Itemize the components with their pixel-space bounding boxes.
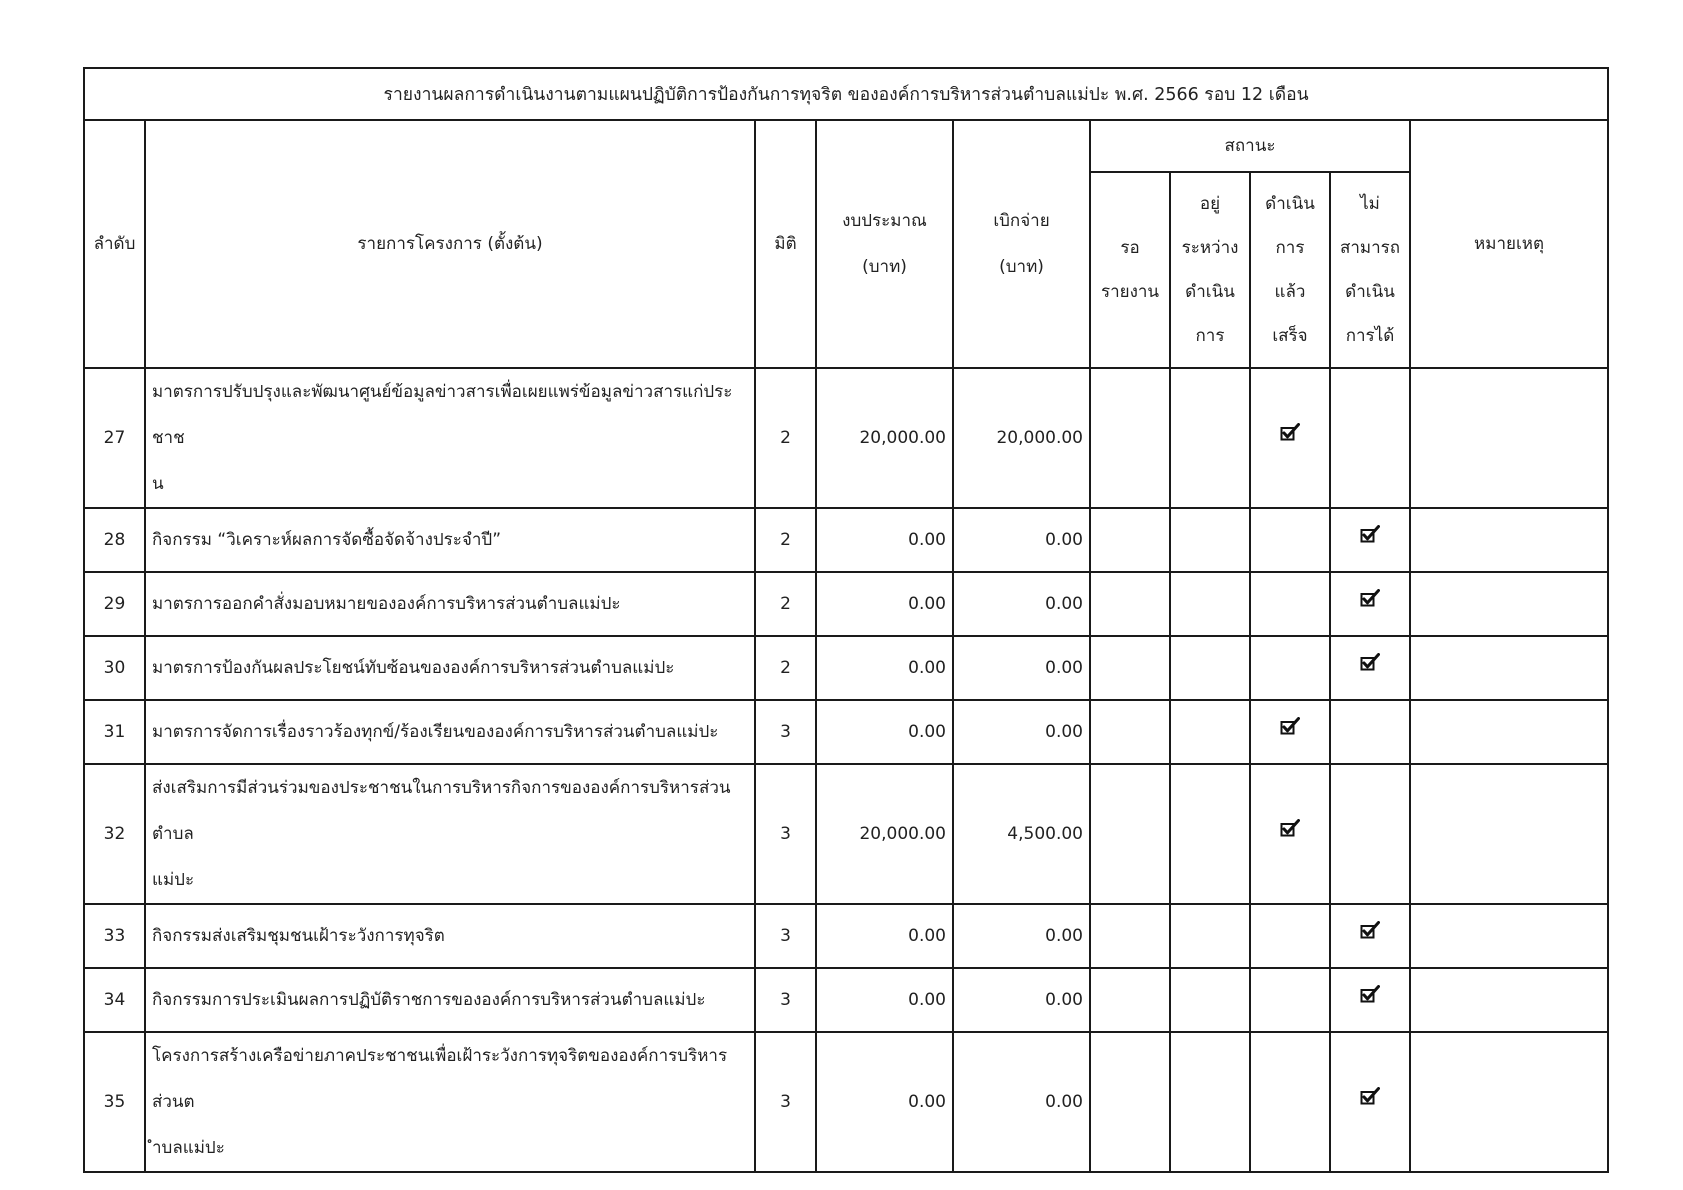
row-status-unable [1330,700,1410,764]
header-status-done-line3: แล้วเสร็จ [1272,282,1308,346]
row-project-name-line: กิจกรรมส่งเสริมชุมชนเฝ้าระวังการทุจริต [152,926,445,946]
row-disbursed: 0.00 [953,700,1090,764]
row-dimension: 2 [755,636,816,700]
header-disbursed [953,120,1090,368]
row-status-waiting [1090,368,1170,508]
checked-box-icon [1360,1087,1380,1105]
header-disbursed-line1: เบิกจ่าย [993,211,1050,231]
row-status-done [1250,904,1330,968]
row-project-name [145,904,755,968]
row-remark [1410,508,1608,572]
row-project-name-line: มาตรการปรับปรุงและพัฒนาศูนย์ข้อมูลข่าวสารเพื่อเผยแพร่ข้อมูลข่าวสารแก่ประชาช [152,382,733,448]
row-project-name [145,508,755,572]
table-row [84,700,1608,764]
row-status-done [1250,368,1330,508]
header-status-done-line1: ดำเนิน [1265,194,1315,214]
row-budget: 0.00 [816,572,953,636]
row-status-in-progress [1170,368,1250,508]
table-row [84,968,1608,1032]
header-remark: หมายเหตุ [1410,120,1608,368]
row-status-unable [1330,572,1410,636]
header-status-unable-line2: สามารถ [1339,238,1401,258]
row-status-done [1250,700,1330,764]
row-order: 31 [84,700,145,764]
header-order: ลำดับ [84,120,145,368]
row-remark [1410,368,1608,508]
row-project-name [145,636,755,700]
header-budget-line1: งบประมาณ [842,211,927,231]
row-project-name [145,700,755,764]
checked-box-icon [1280,717,1300,735]
checked-box-icon [1360,921,1380,939]
row-project-name-line: ส่งเสริมการมีส่วนร่วมของประชาชนในการบริหารกิจการขององค์การบริหารส่วนตำบล [152,778,731,844]
row-status-in-progress [1170,904,1250,968]
row-status-waiting [1090,764,1170,904]
row-status-done [1250,968,1330,1032]
row-status-in-progress [1170,572,1250,636]
header-status-unable-line1: ไม่ [1360,194,1380,214]
row-order: 27 [84,368,145,508]
row-status-done [1250,508,1330,572]
row-order: 35 [84,1032,145,1172]
row-order: 33 [84,904,145,968]
row-remark [1410,968,1608,1032]
row-order: 29 [84,572,145,636]
report-title: รายงานผลการดำเนินงานตามแผนปฏิบัติการป้องกันการทุจริต ขององค์การบริหารส่วนตำบลแม่ปะ พ.ศ. 2566 รอบ 12 เดือน [84,68,1608,120]
row-project-name [145,764,755,904]
header-status-waiting [1090,172,1170,368]
row-order: 28 [84,508,145,572]
row-status-waiting [1090,1032,1170,1172]
row-remark [1410,572,1608,636]
row-status-waiting [1090,636,1170,700]
row-dimension: 2 [755,572,816,636]
row-status-in-progress [1170,1032,1250,1172]
table-row [84,764,1608,904]
row-disbursed: 0.00 [953,572,1090,636]
checked-box-icon [1360,653,1380,671]
row-remark [1410,1032,1608,1172]
header-status-in-progress-line2: ระหว่าง [1181,238,1239,258]
header-status-in-progress-line1: อยู่ [1199,194,1221,214]
row-disbursed: 0.00 [953,904,1090,968]
row-project-name [145,572,755,636]
row-status-unable [1330,764,1410,904]
table-row [84,636,1608,700]
table-row [84,904,1608,968]
row-status-waiting [1090,572,1170,636]
row-status-in-progress [1170,968,1250,1032]
row-status-waiting [1090,508,1170,572]
report-table [83,67,1609,1173]
row-status-done [1250,572,1330,636]
table-body [84,368,1608,1172]
header-project: รายการโครงการ (ตั้งต้น) [145,120,755,368]
table-row [84,1032,1608,1172]
checked-box-icon [1360,985,1380,1003]
row-disbursed: 20,000.00 [953,368,1090,508]
row-disbursed: 4,500.00 [953,764,1090,904]
row-dimension: 3 [755,764,816,904]
row-status-waiting [1090,968,1170,1032]
row-budget: 20,000.00 [816,764,953,904]
header-status-unable [1330,172,1410,368]
row-status-in-progress [1170,764,1250,904]
row-status-unable [1330,968,1410,1032]
header-dimension: มิติ [755,120,816,368]
row-disbursed: 0.00 [953,1032,1090,1172]
row-dimension: 3 [755,904,816,968]
header-status-done [1250,172,1330,368]
row-dimension: 2 [755,508,816,572]
header-status-waiting-line1: รอ [1120,238,1140,258]
row-project-name-line: ำบลแม่ปะ [152,1138,225,1158]
row-project-name-line: กิจกรรมการประเมินผลการปฏิบัติราชการขององค์การบริหารส่วนตำบลแม่ปะ [152,990,706,1010]
row-budget: 0.00 [816,904,953,968]
row-dimension: 3 [755,1032,816,1172]
row-order: 34 [84,968,145,1032]
row-project-name [145,368,755,508]
row-dimension: 3 [755,700,816,764]
header-status: สถานะ [1090,120,1410,172]
row-dimension: 3 [755,968,816,1032]
checked-box-icon [1360,589,1380,607]
header-status-in-progress-line3: ดำเนิน [1185,282,1235,302]
row-status-in-progress [1170,700,1250,764]
header-budget-line2: (บาท) [862,257,907,277]
row-budget: 0.00 [816,508,953,572]
checked-box-icon [1280,423,1300,441]
row-disbursed: 0.00 [953,508,1090,572]
row-project-name-line: โครงการสร้างเครือข่ายภาคประชาชนเพื่อเฝ้าระวังการทุจริตขององค์การบริหารส่วนต [152,1046,728,1112]
row-project-name-line: แม่ปะ [152,870,195,890]
row-disbursed: 0.00 [953,968,1090,1032]
row-order: 32 [84,764,145,904]
row-remark [1410,904,1608,968]
row-status-unable [1330,508,1410,572]
row-budget: 0.00 [816,636,953,700]
row-project-name-line: มาตรการจัดการเรื่องราวร้องทุกข์/ร้องเรียนขององค์การบริหารส่วนตำบลแม่ปะ [152,722,719,742]
row-budget: 20,000.00 [816,368,953,508]
row-status-unable [1330,1032,1410,1172]
row-status-waiting [1090,904,1170,968]
row-status-done [1250,1032,1330,1172]
row-project-name-line: น [152,474,164,494]
row-status-in-progress [1170,508,1250,572]
row-budget: 0.00 [816,1032,953,1172]
header-status-done-line2: การ [1275,238,1305,258]
row-remark [1410,764,1608,904]
table-row [84,508,1608,572]
row-status-unable [1330,904,1410,968]
header-status-unable-line3: ดำเนิน [1345,282,1395,302]
row-remark [1410,636,1608,700]
header-status-waiting-line2: รายงาน [1100,282,1160,302]
row-budget: 0.00 [816,968,953,1032]
row-dimension: 2 [755,368,816,508]
row-project-name-line: กิจกรรม “วิเคราะห์ผลการจัดซื้อจัดจ้างประจำปี” [152,530,502,550]
checked-box-icon [1360,525,1380,543]
header-status-in-progress [1170,172,1250,368]
row-status-done [1250,764,1330,904]
row-status-unable [1330,636,1410,700]
table-row [84,572,1608,636]
row-budget: 0.00 [816,700,953,764]
table-row [84,368,1608,508]
row-status-in-progress [1170,636,1250,700]
row-project-name-line: มาตรการออกคำสั่งมอบหมายขององค์การบริหารส่วนตำบลแม่ปะ [152,594,621,614]
header-status-unable-line4: การได้ [1345,326,1395,346]
header-disbursed-line2: (บาท) [999,257,1044,277]
row-status-unable [1330,368,1410,508]
header-status-in-progress-line4: การ [1195,326,1225,346]
row-project-name-line: มาตรการป้องกันผลประโยชน์ทับซ้อนขององค์การบริหารส่วนตำบลแม่ปะ [152,658,675,678]
row-disbursed: 0.00 [953,636,1090,700]
row-status-done [1250,636,1330,700]
header-budget [816,120,953,368]
checked-box-icon [1280,819,1300,837]
row-project-name [145,968,755,1032]
row-project-name [145,1032,755,1172]
row-remark [1410,700,1608,764]
row-order: 30 [84,636,145,700]
row-status-waiting [1090,700,1170,764]
